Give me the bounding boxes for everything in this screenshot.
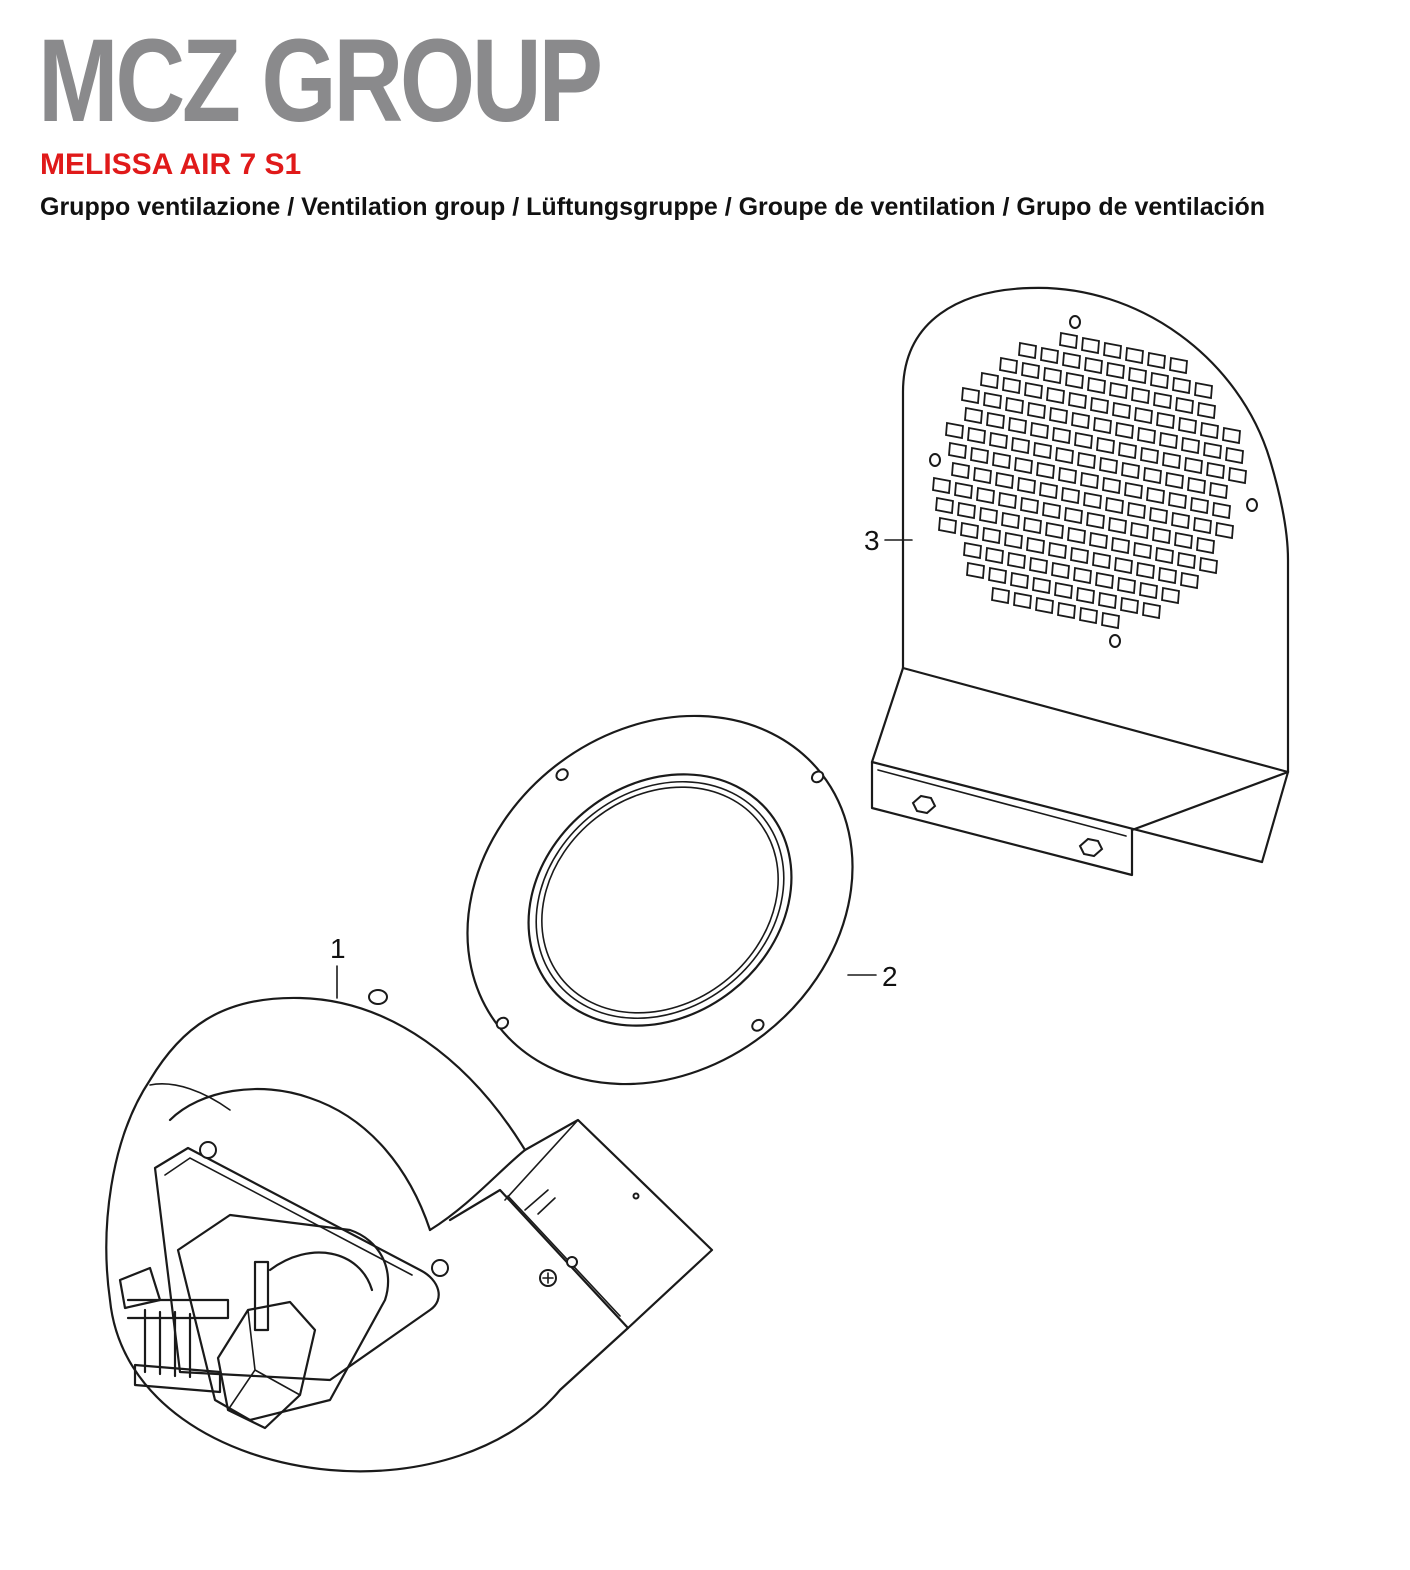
grille-slot bbox=[1021, 498, 1038, 513]
grille-slot bbox=[1025, 383, 1042, 398]
grille-slot bbox=[1176, 398, 1193, 413]
grille-slot bbox=[1027, 538, 1044, 553]
grille-slot bbox=[996, 473, 1013, 488]
grille-slot bbox=[1002, 513, 1019, 528]
grille-slot bbox=[952, 463, 969, 478]
grille-slot bbox=[1204, 443, 1221, 458]
grille-slot bbox=[1213, 503, 1230, 518]
grille-slot bbox=[1069, 393, 1086, 408]
grille-slot bbox=[1125, 483, 1142, 498]
grille-slot bbox=[1223, 428, 1240, 443]
grille-slot bbox=[1090, 533, 1107, 548]
grille-slot bbox=[1160, 433, 1177, 448]
grille-slot bbox=[1116, 423, 1133, 438]
grille-slot bbox=[1096, 573, 1113, 588]
grille-slot bbox=[1071, 548, 1088, 563]
grille-slot bbox=[971, 448, 988, 463]
grille-slot bbox=[1040, 483, 1057, 498]
grille-slot bbox=[1148, 353, 1165, 368]
grille-slot bbox=[1191, 498, 1208, 513]
grille-slot bbox=[1060, 333, 1077, 348]
grille-slot bbox=[1185, 458, 1202, 473]
grille-slot bbox=[1166, 473, 1183, 488]
grille-slot bbox=[1115, 558, 1132, 573]
grille-slot bbox=[968, 428, 985, 443]
grille-slot bbox=[1052, 563, 1069, 578]
grille-slot bbox=[1110, 383, 1127, 398]
grille-slot bbox=[1172, 513, 1189, 528]
grille-slot bbox=[1162, 588, 1179, 603]
grille-slot bbox=[984, 393, 1001, 408]
grille-slot bbox=[1107, 363, 1124, 378]
grille-slot bbox=[1037, 463, 1054, 478]
grille-slot bbox=[1104, 343, 1121, 358]
grille-slot bbox=[1011, 573, 1028, 588]
grille-slot bbox=[1194, 518, 1211, 533]
grille-slot bbox=[955, 483, 972, 498]
grille-slot bbox=[1103, 478, 1120, 493]
grille-slot bbox=[1028, 403, 1045, 418]
grille-slot bbox=[1072, 413, 1089, 428]
grille-slot bbox=[962, 388, 979, 403]
grille-slot bbox=[1113, 403, 1130, 418]
grille-slot bbox=[1078, 453, 1095, 468]
grille-slot bbox=[1034, 443, 1051, 458]
grille-slot bbox=[1063, 353, 1080, 368]
grille-slot bbox=[1163, 453, 1180, 468]
grille-slot bbox=[987, 413, 1004, 428]
section-subtitle: Gruppo ventilazione / Ventilation group / Lüftungsgruppe / Groupe de ventilation / Grupo de ventilación bbox=[40, 193, 1266, 221]
grille-slot bbox=[1058, 603, 1075, 618]
grille-slot bbox=[1175, 533, 1192, 548]
grille-slot bbox=[1150, 508, 1167, 523]
grille-slot bbox=[1157, 413, 1174, 428]
grille-slot bbox=[1173, 378, 1190, 393]
grille-slot bbox=[1094, 418, 1111, 433]
grille-slot bbox=[1188, 478, 1205, 493]
grille-slot bbox=[989, 568, 1006, 583]
grille-slot bbox=[1003, 378, 1020, 393]
grille-slot bbox=[1102, 613, 1119, 628]
grille-slot bbox=[1062, 488, 1079, 503]
grille-slot bbox=[1006, 398, 1023, 413]
grille-slot bbox=[977, 488, 994, 503]
grille-slot bbox=[999, 493, 1016, 508]
grille-slot bbox=[1043, 503, 1060, 518]
grille-slot bbox=[1005, 533, 1022, 548]
grille-slot bbox=[1144, 468, 1161, 483]
grille-slot bbox=[1087, 513, 1104, 528]
grille-slot bbox=[1140, 583, 1157, 598]
grille-slot bbox=[1207, 463, 1224, 478]
grille-slot bbox=[1019, 343, 1036, 358]
grille-slot bbox=[1128, 503, 1145, 518]
grille-slot bbox=[1091, 398, 1108, 413]
grille-slot bbox=[980, 508, 997, 523]
grille-slot bbox=[990, 433, 1007, 448]
grille-slot bbox=[1030, 558, 1047, 573]
grille-slot bbox=[1182, 438, 1199, 453]
grille-slot bbox=[1018, 478, 1035, 493]
grille-slot bbox=[1151, 373, 1168, 388]
grille-slot bbox=[1093, 553, 1110, 568]
grille-slot bbox=[1077, 588, 1094, 603]
grille-slot bbox=[1082, 338, 1099, 353]
brand-logo: MCZ GROUP bbox=[38, 15, 600, 147]
grille-slot bbox=[1009, 418, 1026, 433]
callout-2: 2 bbox=[882, 961, 898, 992]
grille-slot bbox=[1099, 593, 1116, 608]
grille-slot bbox=[1159, 568, 1176, 583]
grille-slot bbox=[1229, 468, 1246, 483]
callout-leaders bbox=[337, 540, 912, 998]
grille-slot bbox=[1075, 433, 1092, 448]
grille-slot bbox=[939, 518, 956, 533]
grille-slot bbox=[1041, 348, 1058, 363]
grille-slot bbox=[961, 523, 978, 538]
grille-slot bbox=[1138, 428, 1155, 443]
grille-slot bbox=[1179, 418, 1196, 433]
grille-slot bbox=[965, 408, 982, 423]
grille-slot bbox=[1049, 543, 1066, 558]
grille-slot bbox=[1024, 518, 1041, 533]
grille-slot bbox=[986, 548, 1003, 563]
grille-slot bbox=[1012, 438, 1029, 453]
grille-mesh bbox=[933, 333, 1246, 628]
grille-slot bbox=[1047, 388, 1064, 403]
grille-bracket bbox=[872, 288, 1288, 875]
grille-slot bbox=[1143, 603, 1160, 618]
grille-slot bbox=[1097, 438, 1114, 453]
grille-slot bbox=[1056, 448, 1073, 463]
grille-slot bbox=[1084, 493, 1101, 508]
grille-slot bbox=[1195, 383, 1212, 398]
grille-slot bbox=[1198, 403, 1215, 418]
grille-slot bbox=[1122, 463, 1139, 478]
grille-slot bbox=[1118, 578, 1135, 593]
model-title: MELISSA AIR 7 S1 bbox=[40, 148, 302, 181]
grille-slot bbox=[1055, 583, 1072, 598]
grille-slot bbox=[1081, 473, 1098, 488]
grille-slot bbox=[1216, 523, 1233, 538]
grille-slot bbox=[1036, 598, 1053, 613]
grille-slot bbox=[1137, 563, 1154, 578]
grille-slot bbox=[1033, 578, 1050, 593]
grille-slot bbox=[964, 543, 981, 558]
grille-slot bbox=[958, 503, 975, 518]
grille-slot bbox=[1050, 408, 1067, 423]
grille-slot bbox=[1126, 348, 1143, 363]
grille-slot bbox=[1015, 458, 1032, 473]
grille-slot bbox=[1109, 518, 1126, 533]
grille-slot bbox=[1147, 488, 1164, 503]
grille-slot bbox=[1088, 378, 1105, 393]
grille-slot bbox=[992, 588, 1009, 603]
grille-slot bbox=[1046, 523, 1063, 538]
grille-slot bbox=[1129, 368, 1146, 383]
centrifugal-fan bbox=[106, 990, 712, 1471]
grille-slot bbox=[981, 373, 998, 388]
grille-slot bbox=[1119, 443, 1136, 458]
grille-slot bbox=[936, 498, 953, 513]
grille-slot bbox=[946, 423, 963, 438]
grille-slot bbox=[1074, 568, 1091, 583]
grille-slot bbox=[1008, 553, 1025, 568]
grille-slot bbox=[1022, 363, 1039, 378]
grille-slot bbox=[1169, 493, 1186, 508]
grille-slot bbox=[1170, 358, 1187, 373]
grille-slot bbox=[1201, 423, 1218, 438]
grille-slot bbox=[1153, 528, 1170, 543]
grille-slot bbox=[1065, 508, 1082, 523]
grille-slot bbox=[1197, 538, 1214, 553]
grille-slot bbox=[1112, 538, 1129, 553]
grille-slot bbox=[1154, 393, 1171, 408]
grille-slot bbox=[1053, 428, 1070, 443]
grille-slot bbox=[1210, 483, 1227, 498]
grille-slot bbox=[1135, 408, 1152, 423]
grille-slot bbox=[1014, 593, 1031, 608]
grille-slot bbox=[1178, 553, 1195, 568]
grille-slot bbox=[1068, 528, 1085, 543]
callout-1: 1 bbox=[330, 933, 346, 964]
grille-slot bbox=[1000, 358, 1017, 373]
grille-slot bbox=[1066, 373, 1083, 388]
grille-slot bbox=[1132, 388, 1149, 403]
callout-3: 3 bbox=[864, 525, 880, 556]
grille-slot bbox=[1100, 458, 1117, 473]
grille-slot bbox=[1134, 543, 1151, 558]
grille-slot bbox=[1200, 558, 1217, 573]
grille-slot bbox=[933, 478, 950, 493]
grille-slot bbox=[1181, 573, 1198, 588]
grille-slot bbox=[974, 468, 991, 483]
grille-slot bbox=[1226, 448, 1243, 463]
grille-slot bbox=[1059, 468, 1076, 483]
grille-slot bbox=[1085, 358, 1102, 373]
grille-slot bbox=[983, 528, 1000, 543]
grille-slot bbox=[1080, 608, 1097, 623]
grille-slot bbox=[1106, 498, 1123, 513]
grille-slot bbox=[1156, 548, 1173, 563]
grille-slot bbox=[1131, 523, 1148, 538]
grille-slot bbox=[1044, 368, 1061, 383]
grille-slot bbox=[1121, 598, 1138, 613]
grille-slot bbox=[1141, 448, 1158, 463]
grille-slot bbox=[1031, 423, 1048, 438]
grille-slot bbox=[949, 443, 966, 458]
grille-slot bbox=[967, 563, 984, 578]
grille-slot bbox=[993, 453, 1010, 468]
